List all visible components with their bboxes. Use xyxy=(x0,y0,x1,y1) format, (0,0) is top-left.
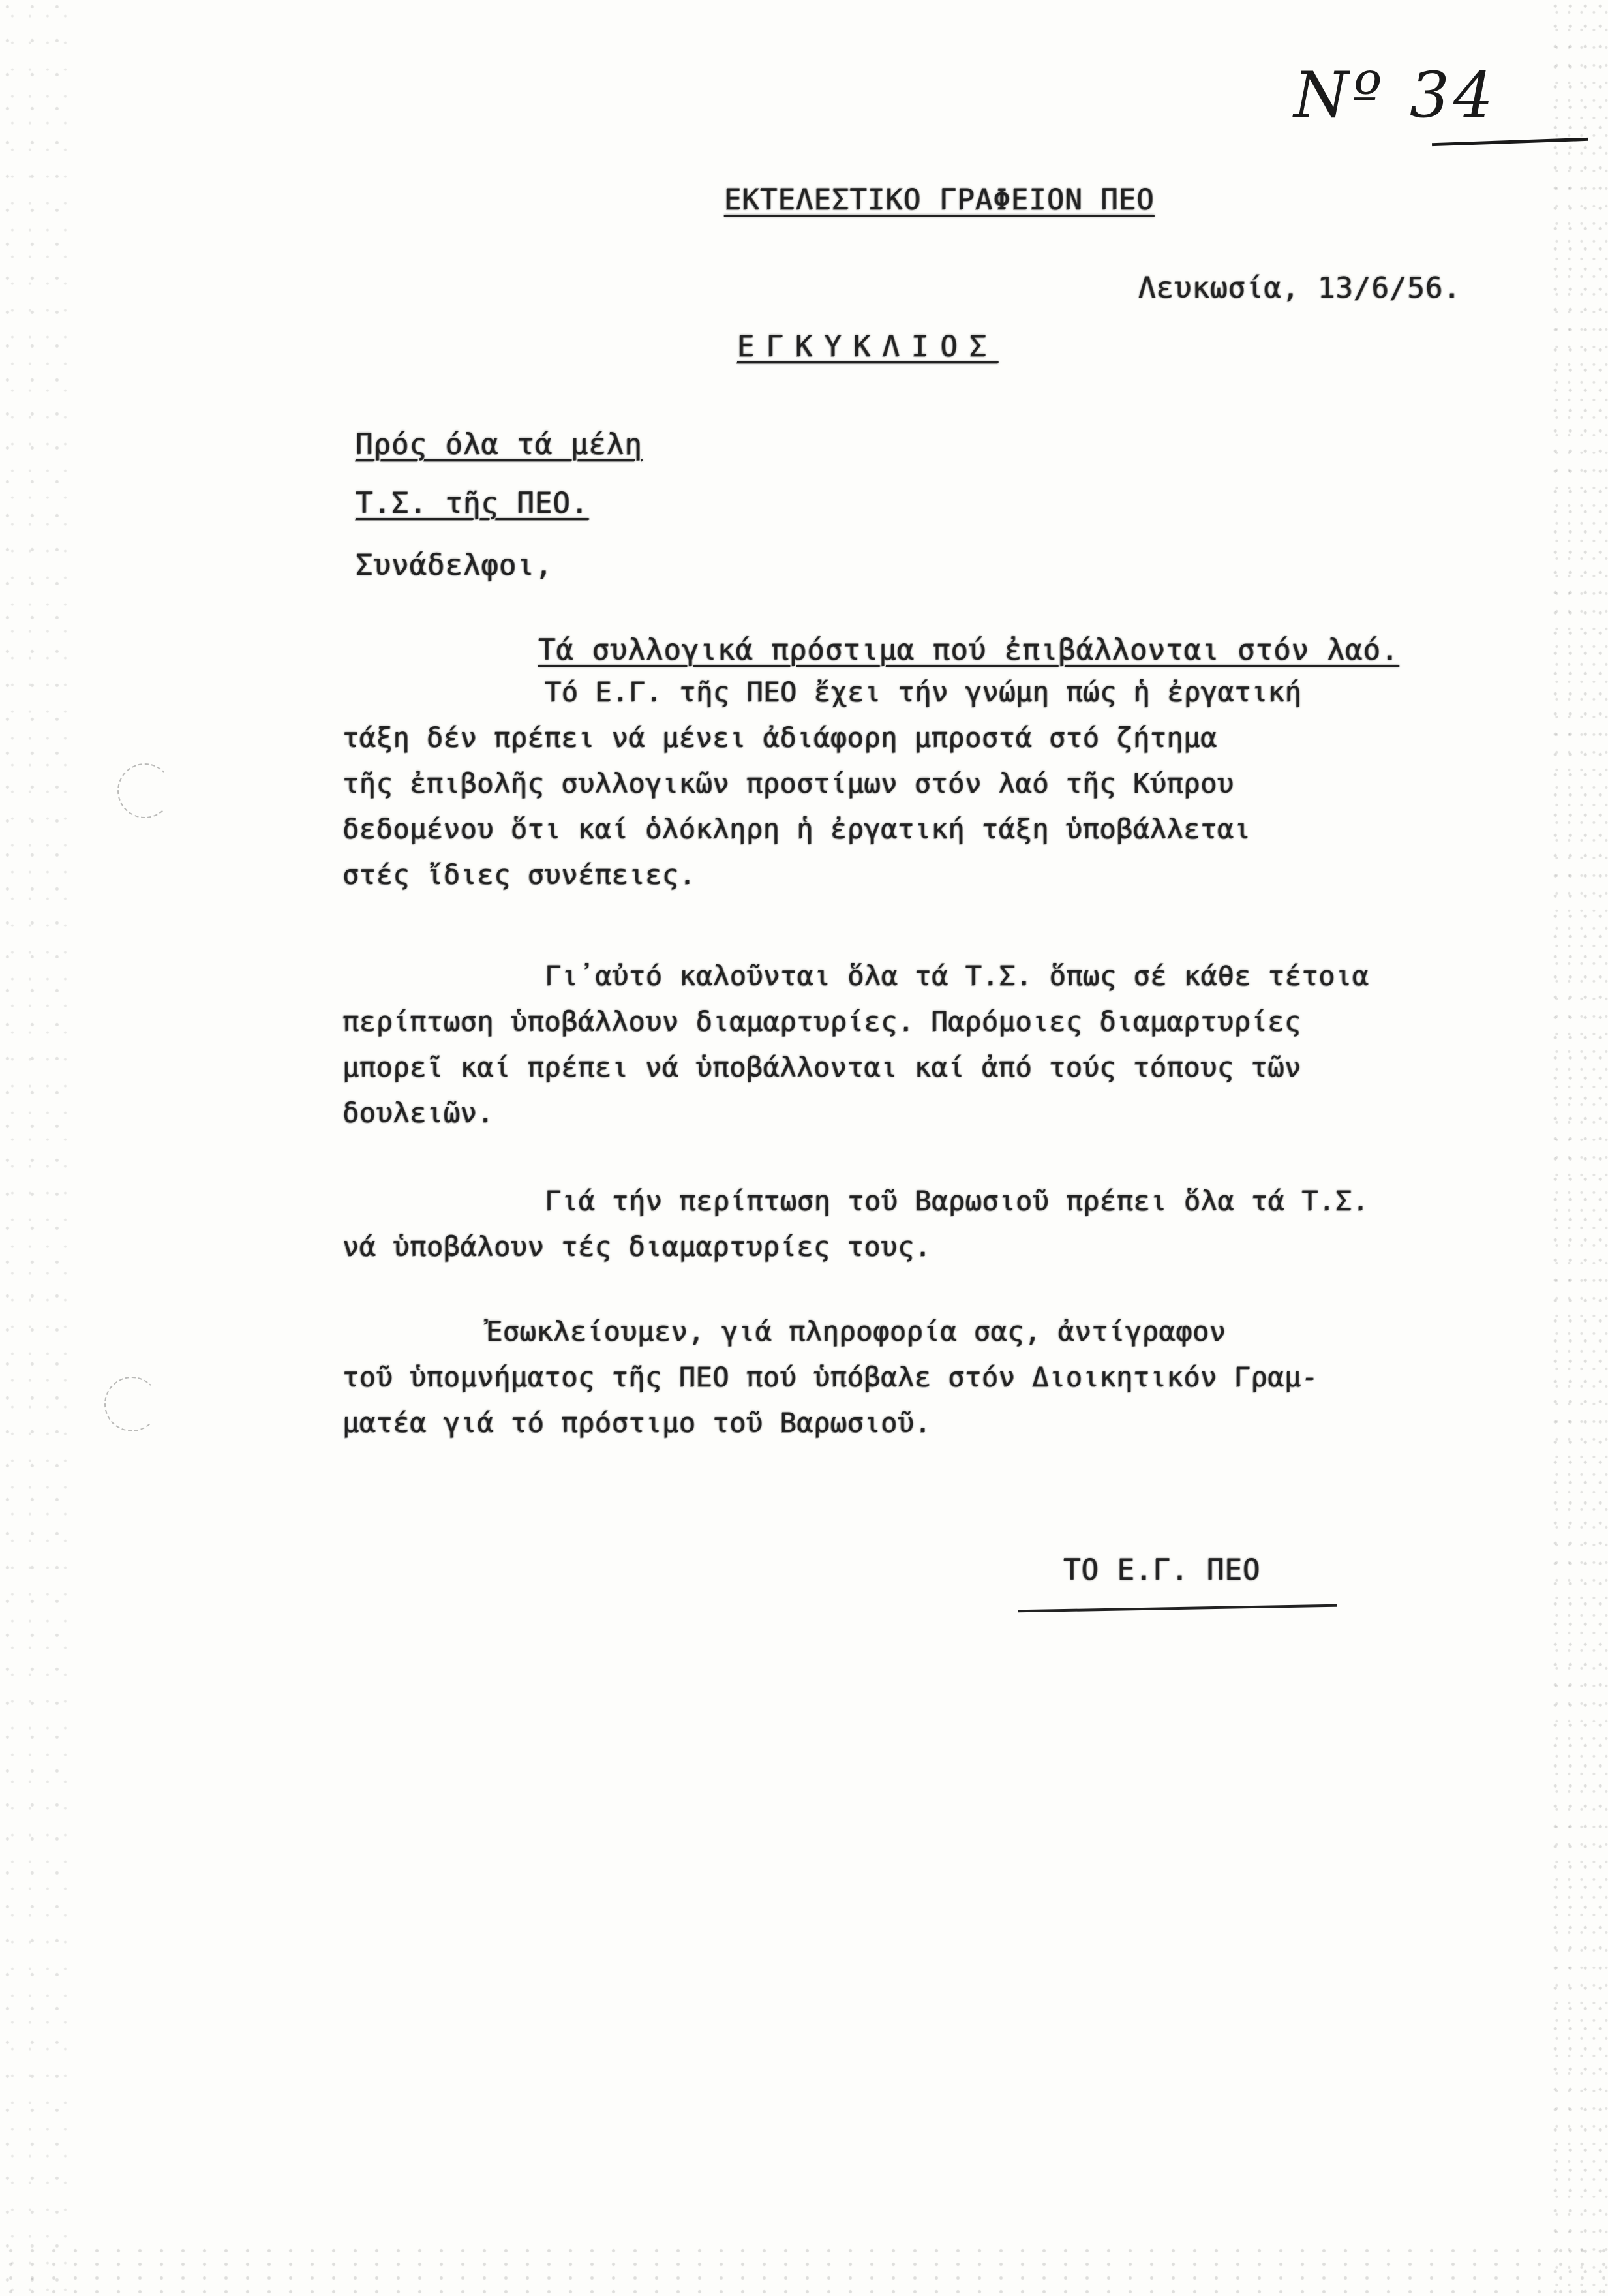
recipient-line-2: Τ.Σ. τῆς ΠΕΟ. xyxy=(356,487,589,520)
recipient-line-1: Πρός όλα τά μέλη xyxy=(356,428,643,461)
paragraph-1-line: τάξη δέν πρέπει νά μένει ἀδιάφορη μπροστά στό ζήτημα xyxy=(342,722,1217,754)
signature: ΤΟ Ε.Γ. ΠΕΟ xyxy=(1063,1554,1261,1587)
scan-noise-bottom xyxy=(0,2244,1608,2296)
punch-hole-lower xyxy=(104,1377,159,1431)
paragraph-2-line: δουλειῶν. xyxy=(342,1097,494,1129)
document-type-title: ΕΓΚΥΚΛΙΟΣ xyxy=(737,330,999,363)
office-header: ΕΚΤΕΛΕΣΤΙΚΟ ΓΡΑΦΕΙΟΝ ΠΕΟ xyxy=(724,183,1155,217)
paragraph-3-line: νά ὑποβάλουν τές διαμαρτυρίες τους. xyxy=(342,1231,932,1263)
paragraph-1-line: δεδομένου ὅτι καί ὁλόκληρη ἡ ἐργατική τάξη ὑποβάλλεται xyxy=(342,813,1251,845)
paragraph-2-line: Γι᾽αὐτό καλοῦνται ὅλα τά Τ.Σ. ὅπως σέ κάθε τέτοια xyxy=(545,960,1369,992)
signature-underline xyxy=(1018,1604,1337,1613)
paragraph-3-line: Γιά τήν περίπτωση τοῦ Βαρωσιοῦ πρέπει ὅλα τά Τ.Σ. xyxy=(545,1185,1369,1217)
paragraph-1-line: τῆς ἐπιβολῆς συλλογικῶν προστίμων στόν λαό τῆς Κύπρου xyxy=(342,767,1234,799)
salutation: Συνάδελφοι, xyxy=(356,549,553,582)
paragraph-2-line: περίπτωση ὑποβάλλουν διαμαρτυρίες. Παρόμοιες διαμαρτυρίες xyxy=(342,1005,1301,1037)
scan-noise-right xyxy=(1549,0,1608,2296)
scan-noise-left xyxy=(0,0,78,2296)
place-date: Λευκωσία, 13/6/56. xyxy=(1138,271,1461,305)
paragraph-1-line: στές ἴδιες συνέπειες. xyxy=(342,859,696,891)
paragraph-4-line: Ἐσωκλείουμεν, γιά πληροφορία σας, ἀντίγραφον xyxy=(486,1315,1226,1347)
page-number: Nº 34 xyxy=(1294,59,1497,132)
subject-line: Τά συλλογικά πρόστιμα πού ἐπιβάλλονται στόν λαό. xyxy=(538,634,1399,667)
paragraph-4-line: τοῦ ὑπομνήματος τῆς ΠΕΟ πού ὑπόβαλε στόν Διοικητικόν Γραμ- xyxy=(342,1361,1318,1393)
paragraph-2-line: μπορεῖ καί πρέπει νά ὑποβάλλονται καί ἀπό τούς τόπους τῶν xyxy=(342,1051,1301,1083)
paragraph-4-line: ματέα γιά τό πρόστιμο τοῦ Βαρωσιοῦ. xyxy=(342,1407,932,1439)
punch-hole-upper xyxy=(117,763,172,818)
paragraph-1-line: Τό Ε.Γ. τῆς ΠΕΟ ἔχει τήν γνώμη πώς ἡ ἐργατική xyxy=(545,676,1302,708)
